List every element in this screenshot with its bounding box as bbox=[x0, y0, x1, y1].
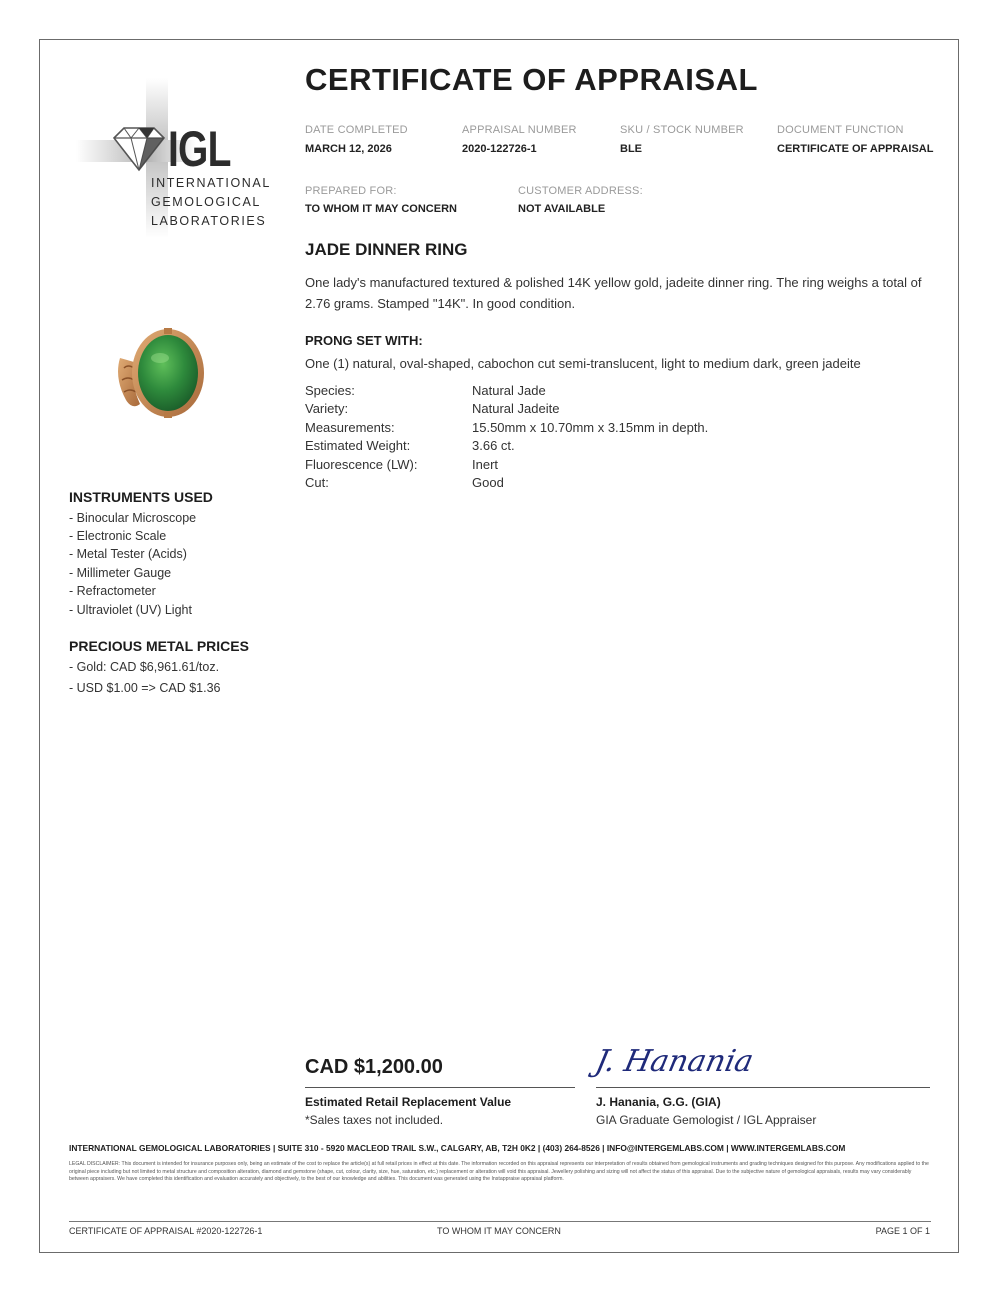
spec-row-measurements bbox=[305, 420, 925, 439]
footer-left: CERTIFICATE OF APPRAISAL #2020-122726-1 bbox=[69, 1226, 263, 1236]
metal-price-item: - USD $1.00 => CAD $1.36 bbox=[69, 681, 221, 695]
appraiser-signature: J. Hanania bbox=[592, 1044, 757, 1079]
logo-line-2: GEMOLOGICAL bbox=[151, 195, 261, 209]
appraisal-number-value: 2020-122726-1 bbox=[462, 143, 537, 155]
spec-row-estimated-weight bbox=[305, 438, 925, 457]
prepared-for-value: TO WHOM IT MAY CONCERN bbox=[305, 203, 457, 215]
valuation-label: Estimated Retail Replacement Value bbox=[305, 1095, 512, 1109]
spec-row-species bbox=[305, 383, 925, 402]
prepared-for-label: PREPARED FOR: bbox=[305, 185, 397, 197]
instrument-item: - Metal Tester (Acids) bbox=[69, 547, 187, 561]
logo-abbr: IGL bbox=[168, 121, 231, 177]
jade-ring-image bbox=[110, 318, 220, 428]
sku-value: BLE bbox=[620, 143, 642, 155]
item-title: JADE DINNER RING bbox=[305, 240, 468, 259]
instrument-item: - Ultraviolet (UV) Light bbox=[69, 603, 192, 617]
footer-page-number: PAGE 1 OF 1 bbox=[875, 1226, 930, 1236]
instrument-item: - Millimeter Gauge bbox=[69, 566, 172, 580]
spec-row-cut bbox=[305, 475, 925, 494]
instrument-item: - Binocular Microscope bbox=[69, 511, 197, 525]
spec-label: Species: bbox=[305, 383, 355, 398]
instrument-item: - Refractometer bbox=[69, 584, 156, 598]
sku-label: SKU / STOCK NUMBER bbox=[620, 124, 744, 136]
appraiser-name: J. Hanania, G.G. (GIA) bbox=[596, 1095, 721, 1109]
valuation-note: *Sales taxes not included. bbox=[305, 1113, 444, 1127]
footer-rule bbox=[69, 1221, 931, 1222]
spec-value: Good bbox=[472, 475, 504, 490]
spec-value: Natural Jade bbox=[472, 383, 546, 398]
spec-label: Estimated Weight: bbox=[305, 438, 411, 453]
prong-description: One (1) natural, oval-shaped, cabochon cut semi-translucent, light to medium dark, green jadeite bbox=[305, 356, 861, 371]
valuation-amount: CAD $1,200.00 bbox=[305, 1056, 443, 1078]
ring-photo bbox=[110, 318, 220, 428]
spec-value: Inert bbox=[472, 457, 499, 472]
date-completed-label: DATE COMPLETED bbox=[305, 124, 408, 136]
instruments-heading: INSTRUMENTS USED bbox=[69, 489, 213, 505]
igl-logo bbox=[76, 78, 271, 238]
date-completed-value: MARCH 12, 2026 bbox=[305, 143, 392, 155]
document-function-value: CERTIFICATE OF APPRAISAL bbox=[777, 143, 934, 155]
appraiser-title: GIA Graduate Gemologist / IGL Appraiser bbox=[596, 1113, 817, 1127]
prong-heading: PRONG SET WITH: bbox=[305, 333, 423, 348]
spec-label: Cut: bbox=[305, 475, 329, 490]
spec-value: 3.66 ct. bbox=[472, 438, 515, 453]
metal-price-item: - Gold: CAD $6,961.61/toz. bbox=[69, 660, 220, 674]
document-function-label: DOCUMENT FUNCTION bbox=[777, 124, 904, 136]
logo-line-3: LABORATORIES bbox=[151, 214, 267, 228]
customer-address-label: CUSTOMER ADDRESS: bbox=[518, 185, 643, 197]
metal-prices-heading: PRECIOUS METAL PRICES bbox=[69, 638, 249, 654]
spec-value: 15.50mm x 10.70mm x 3.15mm in depth. bbox=[472, 420, 709, 435]
valuation-rule bbox=[305, 1087, 575, 1088]
item-description: One lady's manufactured textured & polished 14K yellow gold, jadeite dinner ring. The ring weighs a total of 2.76 grams. Stamped "14K". In good condition. bbox=[305, 275, 922, 311]
customer-address-value: NOT AVAILABLE bbox=[518, 203, 606, 215]
legal-disclaimer: LEGAL DISCLAIMER: This document is intended for insurance purposes only, being an estimate of the cost to replace the article(s) at full retail prices in effect at this date. The information recorded on this appraisal represents our interpretation of results obtained from gemological instruments and grading techniques designed for this purpose. Any modifications applied to the original piece including but not limited to metal structure and composition alteration, diamond and gemstone (shape, cut, colour, clarity, size, hue, saturation, etc.) replacement or alteration will void this appraisal. Jewellery polishing and sizing will not affect the status of this appraisal. Due to the subjective nature of gemological appraisals, results may vary considerably between appraisers. We have completed this identification and evaluation accurately and objectively, to the best of our knowledge and abilities. This document was generated using the Instappraise appraisal platform. bbox=[69, 1161, 929, 1183]
footer-center: TO WHOM IT MAY CONCERN bbox=[437, 1226, 561, 1236]
logo-line-1: INTERNATIONAL bbox=[151, 176, 271, 190]
appraisal-number-label: APPRAISAL NUMBER bbox=[462, 124, 577, 136]
spec-value: Natural Jadeite bbox=[472, 401, 560, 416]
page-title: CERTIFICATE OF APPRAISAL bbox=[305, 62, 758, 97]
spec-row-variety bbox=[305, 401, 925, 420]
spec-row-fluorescence bbox=[305, 457, 925, 476]
spec-label: Variety: bbox=[305, 401, 349, 416]
spec-label: Fluorescence (LW): bbox=[305, 457, 418, 472]
spec-label: Measurements: bbox=[305, 420, 395, 435]
signature-rule bbox=[596, 1087, 930, 1088]
footer-address: INTERNATIONAL GEMOLOGICAL LABORATORIES | SUITE 310 - 5920 MACLEOD TRAIL S.W., CALGARY, AB, T2H 0K2 | (403) 264-8526 | INFO@INTERGEMLABS.COM | WWW.INTERGEMLABS.COM bbox=[69, 1143, 846, 1153]
instrument-item: - Electronic Scale bbox=[69, 529, 167, 543]
